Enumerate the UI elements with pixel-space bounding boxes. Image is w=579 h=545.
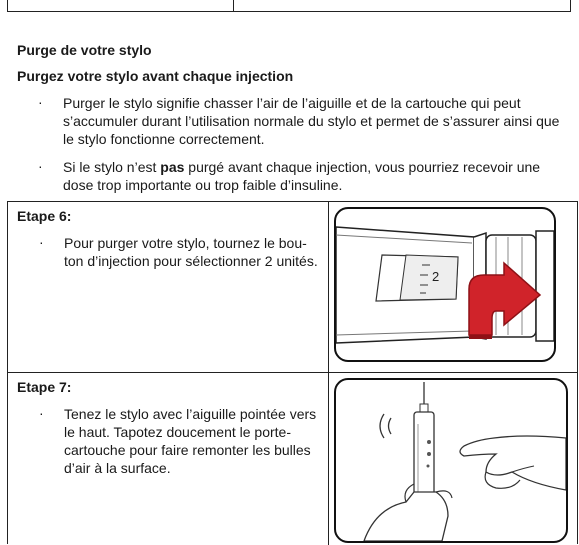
bullet-text-before: Si le stylo n’est: [63, 159, 161, 175]
bullet-dot: ·: [39, 234, 44, 250]
pen-tap-illustration: [334, 378, 568, 543]
pen-dial-illustration: [334, 207, 556, 362]
dose-window-number: 2: [432, 269, 440, 284]
step-title: Etape 6:: [17, 208, 72, 224]
section-heading: Purge de votre stylo: [17, 42, 152, 58]
step-instruction: [39, 405, 324, 477]
step-row-7: [8, 373, 577, 545]
bullet-text-bold: pas: [160, 159, 185, 175]
bullet-list-item: [38, 158, 568, 194]
step-instruction: [39, 234, 324, 270]
bullet-dot: ·: [38, 94, 43, 110]
table-divider: [233, 0, 234, 12]
steps-table: [7, 201, 578, 544]
subheading: Purgez votre stylo avant chaque injection: [17, 68, 294, 84]
step-row-6: [8, 202, 577, 373]
bullet-text-after: purgé avant chaque injection, vous pourriez recevoir une dose trop importante ou trop faible d’insuline.: [63, 159, 541, 193]
previous-table-bottom: [7, 0, 571, 12]
bullet-dot: ·: [38, 158, 43, 174]
step-text: Pour purger votre stylo, tournez le bou-ton d’injection pour sélectionner 2 unités.: [64, 235, 318, 269]
step-text: Tenez le stylo avec l’aiguille pointée vers le haut. Tapotez doucement le porte-cartouche pour faire remonter les bulles d’air à la surface.: [64, 406, 317, 476]
bullet-text: Purger le stylo signifie chasser l’air de l’aiguille et de la cartouche qui peut s’accumuler durant l’utilisation normale du stylo et permet de s’assurer ainsi que le stylo fonctionne correctement.: [63, 95, 560, 147]
bullet-list-item: [38, 94, 568, 148]
bullet-dot: ·: [39, 405, 44, 421]
step-title: Etape 7:: [17, 379, 72, 395]
